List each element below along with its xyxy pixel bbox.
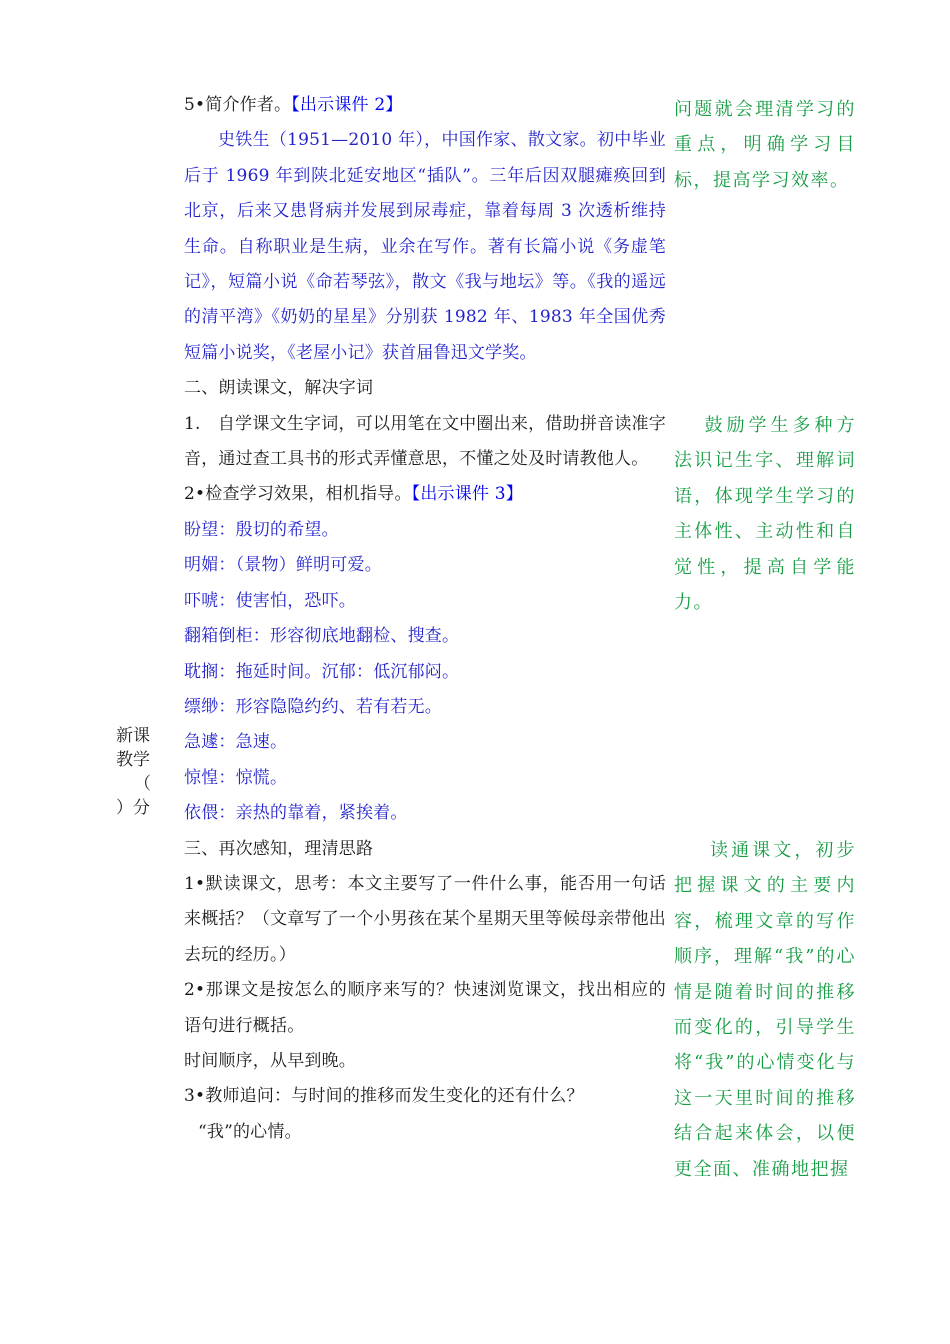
vocab-item: 明媚：（景物）鲜明可爱。	[184, 555, 382, 576]
lesson-content	[184, 88, 666, 1150]
item-3-3-answer: “我”的心情。	[198, 1121, 302, 1142]
vocab-item: 缥缈：形容隐隐约约、若有若无。	[184, 696, 442, 717]
item-3-2: 2•那课文是按怎么的顺序来写的？快速浏览课文，找出相应的语句进行概括。	[184, 980, 666, 1036]
vocab-item: 吓唬：使害怕，恐吓。	[184, 590, 356, 611]
section-heading-2: 二、朗读课文，解决字词	[184, 378, 374, 399]
design-note-1: 问题就会理清学习的重点，明确学习目标，提高学习效率。	[674, 99, 856, 191]
vocab-item: 急遽：急速。	[184, 732, 288, 753]
vocab-item: 依偎：亲热的靠着，紧挨着。	[184, 803, 408, 824]
section-label	[116, 724, 170, 820]
vocab-item: 惊惶：惊慌。	[184, 767, 288, 788]
section-heading-3: 三、再次感知，理清思路	[184, 838, 374, 859]
item-3-3: 3•教师追问：与时间的推移而发生变化的还有什么？	[184, 1086, 584, 1107]
item-3-1: 1•默读课文，思考：本文主要写了一件什么事，能否用一句话来概括？（文章写了一个小男孩在某个星期天里等候母亲带他出去玩的经历。）	[184, 873, 666, 965]
item-3-2-answer: 时间顺序，从早到晚。	[184, 1050, 356, 1071]
section-label-line: ）分	[116, 798, 150, 818]
section-label-line: 新课	[116, 726, 150, 746]
vocab-item: 盼望：殷切的希望。	[184, 519, 339, 540]
author-bio: 史铁生（1951—2010 年），中国作家、散文家。初中毕业后于 1969 年到陕北延安地区“插队”。三年后因双腿瘫痪回到北京，后来又患肾病并发展到尿毒症，靠着每周 3 次透析维持生命。自称职业是生病，业余在写作。著有长篇小说《务虚笔记》，短篇小说《命若琴弦》，散文《我与地坛》等。《我的遥远的清平湾》《奶奶的星星》分别获 1982 年、1983 年全国优秀短篇小说奖，《老屋小记》获首届鲁迅文学奖。	[184, 130, 666, 363]
design-note-2: 鼓励学生多种方法识记生字、理解词语，体现学生学习的主体性、主动性和自觉性，提高自学能力。	[674, 415, 856, 614]
design-note-3: 读通课文，初步把握课文的主要内容，梳理文章的写作顺序，理解“我”的心情是随着时间的推移而变化的，引导学生将“我”的心情变化与这一天里时间的推移结合起来体会，以便更全面、准确地把握	[674, 840, 856, 1180]
courseware-link[interactable]: 【出示课件 3】	[411, 484, 523, 505]
item-5: 5•简介作者。【出示课件 2】	[184, 95, 403, 115]
courseware-link[interactable]: 【出示课件 2】	[291, 95, 403, 115]
vocab-item: 耽搁：拖延时间。沉郁：低沉郁闷。	[184, 661, 460, 682]
section-label-line: 教学	[116, 750, 150, 770]
vocab-item: 翻箱倒柜：形容彻底地翻检、搜查。	[184, 626, 460, 647]
item-2-2: 2•检查学习效果，相机指导。【出示课件 3】	[184, 484, 523, 505]
item-2-1: 1. 自学课文生字词，可以用笔在文中圈出来，借助拼音读准字音，通过查工具书的形式弄懂意思，不懂之处及时请教他人。	[184, 413, 666, 470]
section-label-line: （	[134, 774, 151, 794]
